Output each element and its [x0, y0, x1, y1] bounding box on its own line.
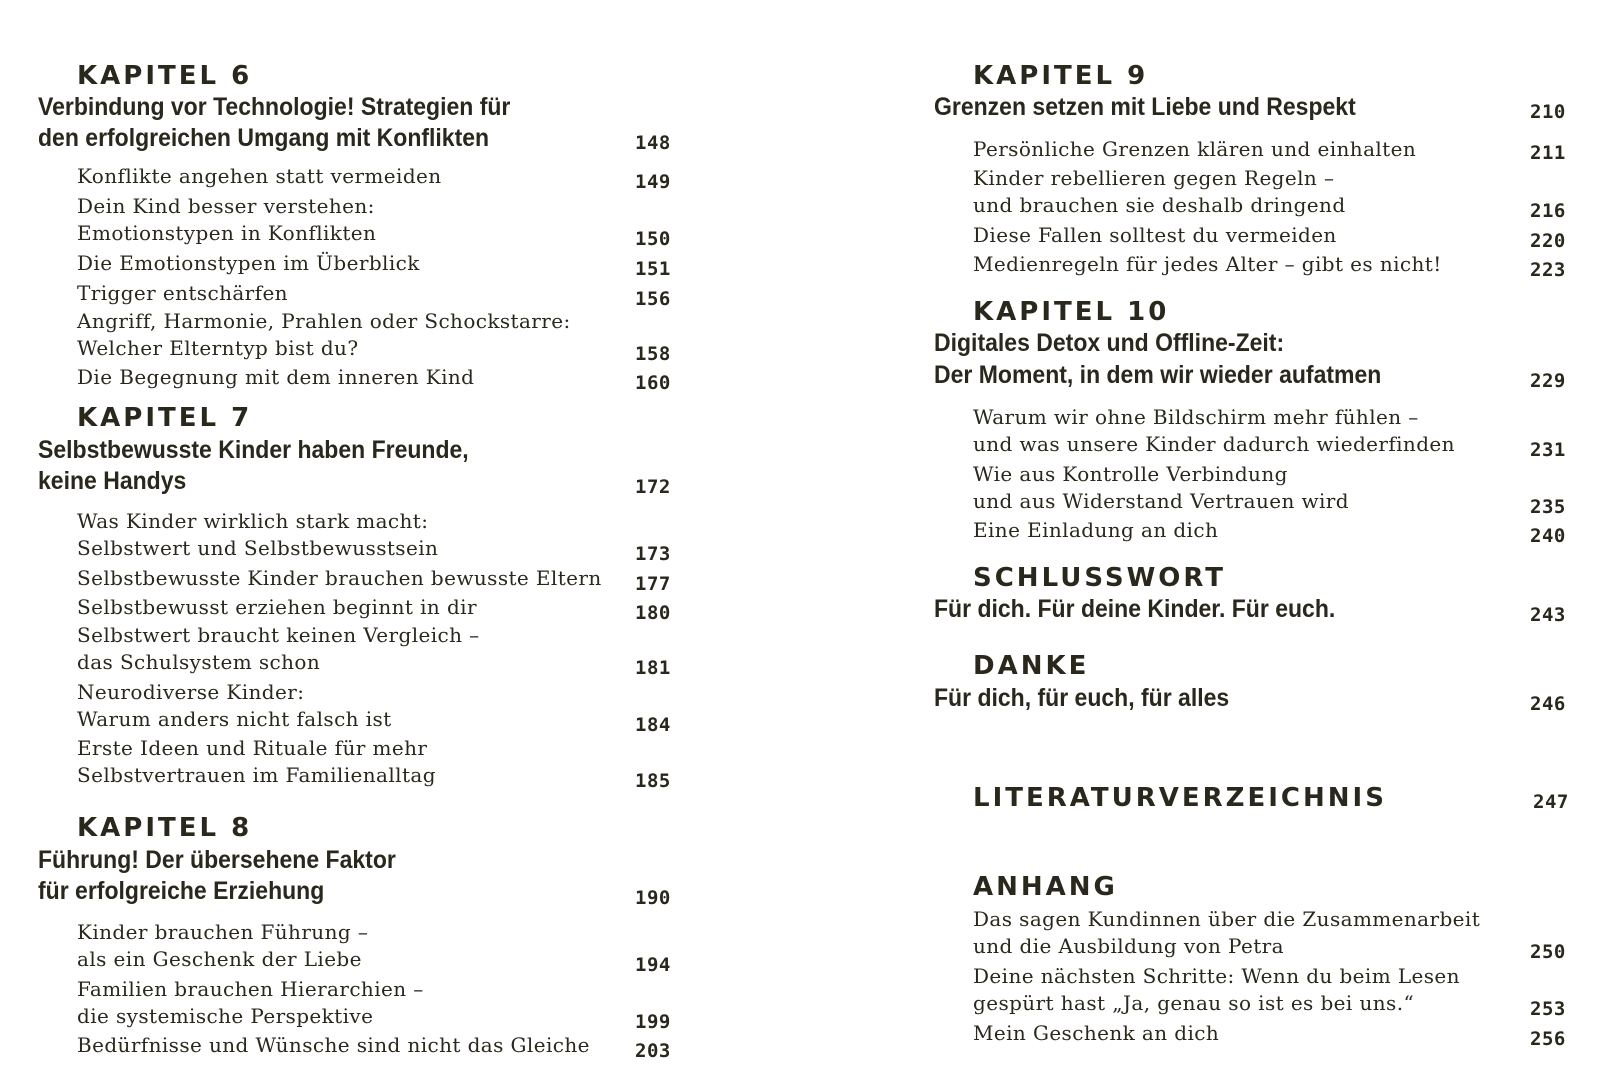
schlusswort-page: 243	[1530, 604, 1566, 626]
chapter-10-title-line1: Digitales Detox und Offline-Zeit:	[934, 329, 1285, 357]
toc-entry: Dein Kind besser verstehen:	[77, 194, 375, 218]
toc-entry: Medienregeln für jedes Alter – gibt es nicht!	[973, 252, 1442, 276]
toc-entry-page: 151	[635, 258, 671, 280]
toc-entry-page: 150	[635, 228, 671, 250]
chapter-9-title-line1: Grenzen setzen mit Liebe und Respekt	[934, 93, 1356, 121]
toc-entry-page: 181	[635, 657, 671, 679]
toc-entry: Konflikte angehen statt vermeiden	[77, 164, 442, 188]
toc-entry-line2: Selbstwert und Selbstbewusstsein	[77, 536, 439, 560]
toc-entry-line2: das Schulsystem schon	[77, 650, 321, 674]
toc-entry-line2: Selbstvertrauen im Familienalltag	[77, 763, 436, 787]
toc-entry-page: 203	[635, 1040, 671, 1062]
toc-entry: Die Begegnung mit dem inneren Kind	[77, 365, 475, 389]
toc-entry: Persönliche Grenzen klären und einhalten	[973, 137, 1417, 161]
chapter-7-heading: KAPITEL 7	[77, 403, 253, 433]
toc-entry-page: 240	[1530, 525, 1566, 547]
toc-entry: Selbstbewusste Kinder brauchen bewusste Eltern	[77, 566, 602, 590]
toc-entry: Kinder brauchen Führung –	[77, 920, 369, 944]
chapter-7-title-line1: Selbstbewusste Kinder haben Freunde,	[38, 436, 469, 464]
toc-entry-page: 220	[1530, 230, 1566, 252]
anhang-heading: ANHANG	[973, 872, 1118, 902]
toc-entry-page: 160	[635, 372, 671, 394]
toc-entry-page: 211	[1530, 142, 1566, 164]
toc-entry-page: 216	[1530, 200, 1566, 222]
toc-entry: Neurodiverse Kinder:	[77, 680, 305, 704]
toc-entry-line2: und was unsere Kinder dadurch wiederfinden	[973, 432, 1455, 456]
literaturverzeichnis-heading: LITERATURVERZEICHNIS	[973, 783, 1387, 813]
toc-entry-line2: als ein Geschenk der Liebe	[77, 947, 362, 971]
chapter-8-title-line2: für erfolgreiche Erziehung	[38, 877, 325, 905]
toc-entry-page: 180	[635, 602, 671, 624]
toc-entry-page: 177	[635, 573, 671, 595]
toc-entry-page: 185	[635, 770, 671, 792]
toc-entry-line2: und brauchen sie deshalb dringend	[973, 193, 1346, 217]
toc-entry-page: 253	[1530, 998, 1566, 1020]
chapter-6-page: 148	[635, 132, 671, 154]
toc-entry: Was Kinder wirklich stark macht:	[77, 509, 429, 533]
chapter-8-page: 190	[635, 887, 671, 909]
toc-entry: Warum wir ohne Bildschirm mehr fühlen –	[973, 405, 1419, 429]
toc-entry-page: 250	[1530, 941, 1566, 963]
toc-entry: Selbstwert braucht keinen Vergleich –	[77, 623, 480, 647]
chapter-10-heading: KAPITEL 10	[973, 297, 1170, 327]
toc-entry: Eine Einladung an dich	[973, 518, 1219, 542]
chapter-6-title-line2: den erfolgreichen Umgang mit Konflikten	[38, 124, 490, 152]
toc-entry: Angriff, Harmonie, Prahlen oder Schockstarre:	[77, 309, 571, 333]
toc-entry-page: 256	[1530, 1028, 1566, 1050]
schlusswort-title: Für dich. Für deine Kinder. Für euch.	[934, 595, 1336, 623]
toc-entry: Selbstbewusst erziehen beginnt in dir	[77, 595, 477, 619]
danke-page: 246	[1530, 693, 1566, 715]
toc-entry-line2: gespürt hast „Ja, genau so ist es bei uns.“	[973, 991, 1415, 1015]
toc-entry-page: 184	[635, 714, 671, 736]
toc-entry: Die Emotionstypen im Überblick	[77, 251, 420, 275]
toc-entry-page: 149	[635, 171, 671, 193]
toc-entry-line2: und aus Widerstand Vertrauen wird	[973, 489, 1349, 513]
toc-entry: Erste Ideen und Rituale für mehr	[77, 736, 428, 760]
schlusswort-heading: SCHLUSSWORT	[973, 563, 1226, 593]
toc-entry-page: 235	[1530, 496, 1566, 518]
toc-entry-page: 194	[635, 954, 671, 976]
toc-entry: Kinder rebellieren gegen Regeln –	[973, 166, 1335, 190]
chapter-6-title-line1: Verbindung vor Technologie! Strategien für	[38, 93, 511, 121]
chapter-9-page: 210	[1530, 101, 1566, 123]
toc-entry-line2: Welcher Elterntyp bist du?	[77, 336, 359, 360]
toc-entry-page: 223	[1530, 259, 1566, 281]
toc-entry-line2: Emotionstypen in Konflikten	[77, 221, 377, 245]
toc-entry: Mein Geschenk an dich	[973, 1021, 1220, 1045]
toc-entry-page: 231	[1530, 439, 1566, 461]
toc-entry: Bedürfnisse und Wünsche sind nicht das Gleiche	[77, 1033, 590, 1057]
toc-entry-line2: die systemische Perspektive	[77, 1004, 374, 1028]
toc-entry: Trigger entschärfen	[77, 281, 288, 305]
toc-entry: Familien brauchen Hierarchien –	[77, 977, 424, 1001]
toc-entry-page: 199	[635, 1011, 671, 1033]
danke-heading: DANKE	[973, 651, 1090, 681]
chapter-6-heading: KAPITEL 6	[77, 61, 253, 91]
chapter-7-page: 172	[635, 476, 671, 498]
chapter-10-title-line2: Der Moment, in dem wir wieder aufatmen	[934, 361, 1382, 389]
chapter-8-title-line1: Führung! Der übersehene Faktor	[38, 846, 396, 874]
toc-entry-line2: und die Ausbildung von Petra	[973, 934, 1284, 958]
toc-entry-page: 156	[635, 288, 671, 310]
chapter-10-page: 229	[1530, 370, 1566, 392]
toc-entry: Wie aus Kontrolle Verbindung	[973, 462, 1288, 486]
chapter-8-heading: KAPITEL 8	[77, 813, 253, 843]
toc-entry-page: 158	[635, 343, 671, 365]
danke-title: Für dich, für euch, für alles	[934, 684, 1230, 712]
chapter-9-heading: KAPITEL 9	[973, 61, 1149, 91]
toc-entry: Diese Fallen solltest du vermeiden	[973, 223, 1337, 247]
toc-entry-line2: Warum anders nicht falsch ist	[77, 707, 392, 731]
toc-entry: Das sagen Kundinnen über die Zusammenarbeit	[973, 907, 1481, 931]
toc-entry: Deine nächsten Schritte: Wenn du beim Lesen	[973, 964, 1460, 988]
chapter-7-title-line2: keine Handys	[38, 467, 187, 495]
toc-entry-page: 173	[635, 543, 671, 565]
literaturverzeichnis-page: 247	[1533, 791, 1569, 813]
